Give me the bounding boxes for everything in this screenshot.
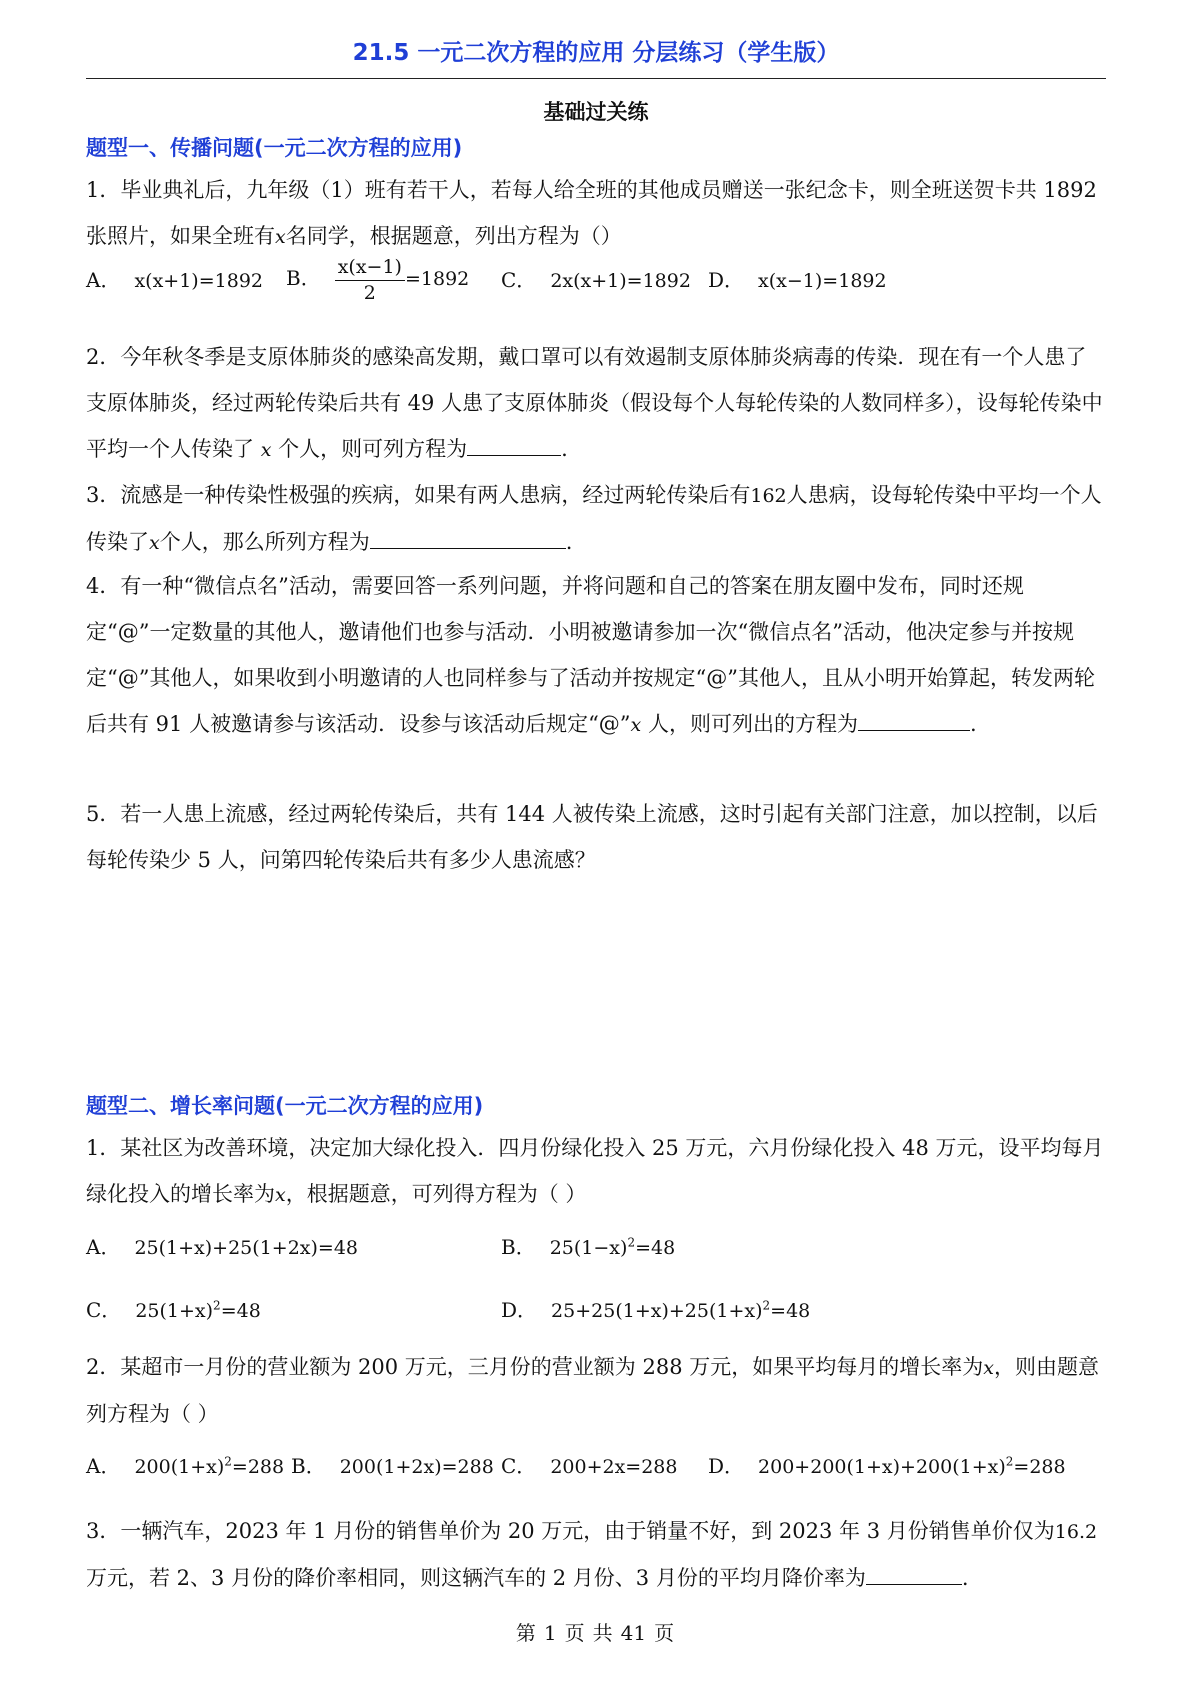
question-1-1: 1．毕业典礼后，九年级（1）班有若干人，若每人给全班的其他成员赠送一张纪念卡，则全班送贺卡共 1892 张照片，如果全班有x名同学，根据题意，列出方程为（） <box>86 178 1097 248</box>
option-b: B． $\frac{x(x-1)}{2}$ =1892 <box>286 256 470 304</box>
question-2-3: 3．一辆汽车，2023 年 1 月份的销售单价为 20 万元，由于销量不好，到 2023 年 3 月份销售单价仅为16.2万元，若 2、3 月份的降价率相同，则这辆汽车的 2 月份、3 月份的平均月降价率为 . <box>86 1519 1098 1590</box>
section-heading: 基础过关练 <box>543 100 649 124</box>
question-1-5: 5．若一人患上流感，经过两轮传染后，共有 144 人被传染上流感，这时引起有关部门注意，加以控制，以后每轮传染少 5 人，问第四轮传染后共有多少人患流感？ <box>86 802 1098 872</box>
question-1-4: 4．有一种“微信点名”活动，需要回答一系列问题，并将问题和自己的答案在朋友圈中发布，同时还规定“@”一定数量的其他人，邀请他们也参与活动．小明被邀请参加一次“微信点名”活动，他决定参与并按规定“@”其他人，如果收到小明邀请的人也同样参与了活动并按规定“@”其他人，且从小明开始算起，转发两轮后共有 91 人被邀请参与该活动．设参与该活动后规定“@”x 人，则可列出的方程为 . <box>86 574 1095 736</box>
option-c: C． 2x(x+1)=1892 <box>501 268 691 292</box>
option-d: D． $200+200(1+x)+200(1+x)^2=288$ <box>708 1454 1066 1478</box>
option-d: D． $25+25(1+x)+25(1+x)^2=48$ <box>501 1298 811 1322</box>
page-number: 1 <box>543 1621 557 1645</box>
section2-title: 题型二、增长率问题(一元二次方程的应用) <box>86 1094 484 1118</box>
option-b: B． $25(1-x)^2=48$ <box>501 1235 676 1259</box>
answer-blank[interactable] <box>370 526 566 549</box>
page-title: 21.5 一元二次方程的应用 分层练习（学生版） <box>352 40 840 66</box>
question-2-2: 2．某超市一月份的营业额为 200 万元，三月份的营业额为 288 万元，如果平均每月的增长率为x，则由题意列方程为（ ） <box>86 1355 1099 1426</box>
option-a: A． 25(1+x)+25(1+2x)=48 <box>86 1235 359 1259</box>
question-2-1-options-row1 <box>86 1231 1106 1277</box>
section1-title: 题型一、传播问题(一元二次方程的应用) <box>86 136 463 160</box>
question-1-2: 2．今年秋冬季是支原体肺炎的感染高发期，戴口罩可以有效遏制支原体肺炎病毒的传染．现在有一个人患了支原体肺炎，经过两轮传染后共有 49 人患了支原体肺炎（假设每个人每轮传染的人数同样多），设每轮传染中平均一个人传染了 x 个人，则可列方程为 . <box>86 345 1103 461</box>
question-2-1: 1．某社区为改善环境，决定加大绿化投入．四月份绿化投入 25 万元，六月份绿化投入 48 万元，设平均每月绿化投入的增长率为x，根据题意，可列得方程为（ ） <box>86 1136 1104 1206</box>
title-divider <box>86 78 1106 79</box>
page-footer: 第 1 页 共 41 页 <box>515 1621 675 1645</box>
answer-blank[interactable] <box>858 708 970 731</box>
page-total: 41 <box>620 1621 647 1645</box>
option-a: A． x(x+1)=1892 <box>86 268 263 292</box>
question-2-1-options-row2 <box>86 1294 1106 1340</box>
answer-blank[interactable] <box>866 1562 962 1585</box>
option-b: B． 200(1+2x)=288 <box>291 1454 494 1478</box>
option-d: D． x(x−1)=1892 <box>708 268 887 292</box>
question-1-1-options <box>86 256 1106 308</box>
question-1-3: 3．流感是一种传染性极强的疾病，如果有两人患病，经过两轮传染后有162人患病，设每轮传染中平均一个人传染了x个人，那么所列方程为 . <box>86 483 1102 554</box>
question-2-2-options <box>86 1450 1106 1496</box>
answer-blank[interactable] <box>467 433 561 456</box>
option-c: C． 200+2x=288 <box>501 1454 678 1478</box>
option-a: A． $200(1+x)^2=288$ <box>86 1454 285 1478</box>
option-c: C． $25(1+x)^2=48$ <box>86 1298 261 1322</box>
